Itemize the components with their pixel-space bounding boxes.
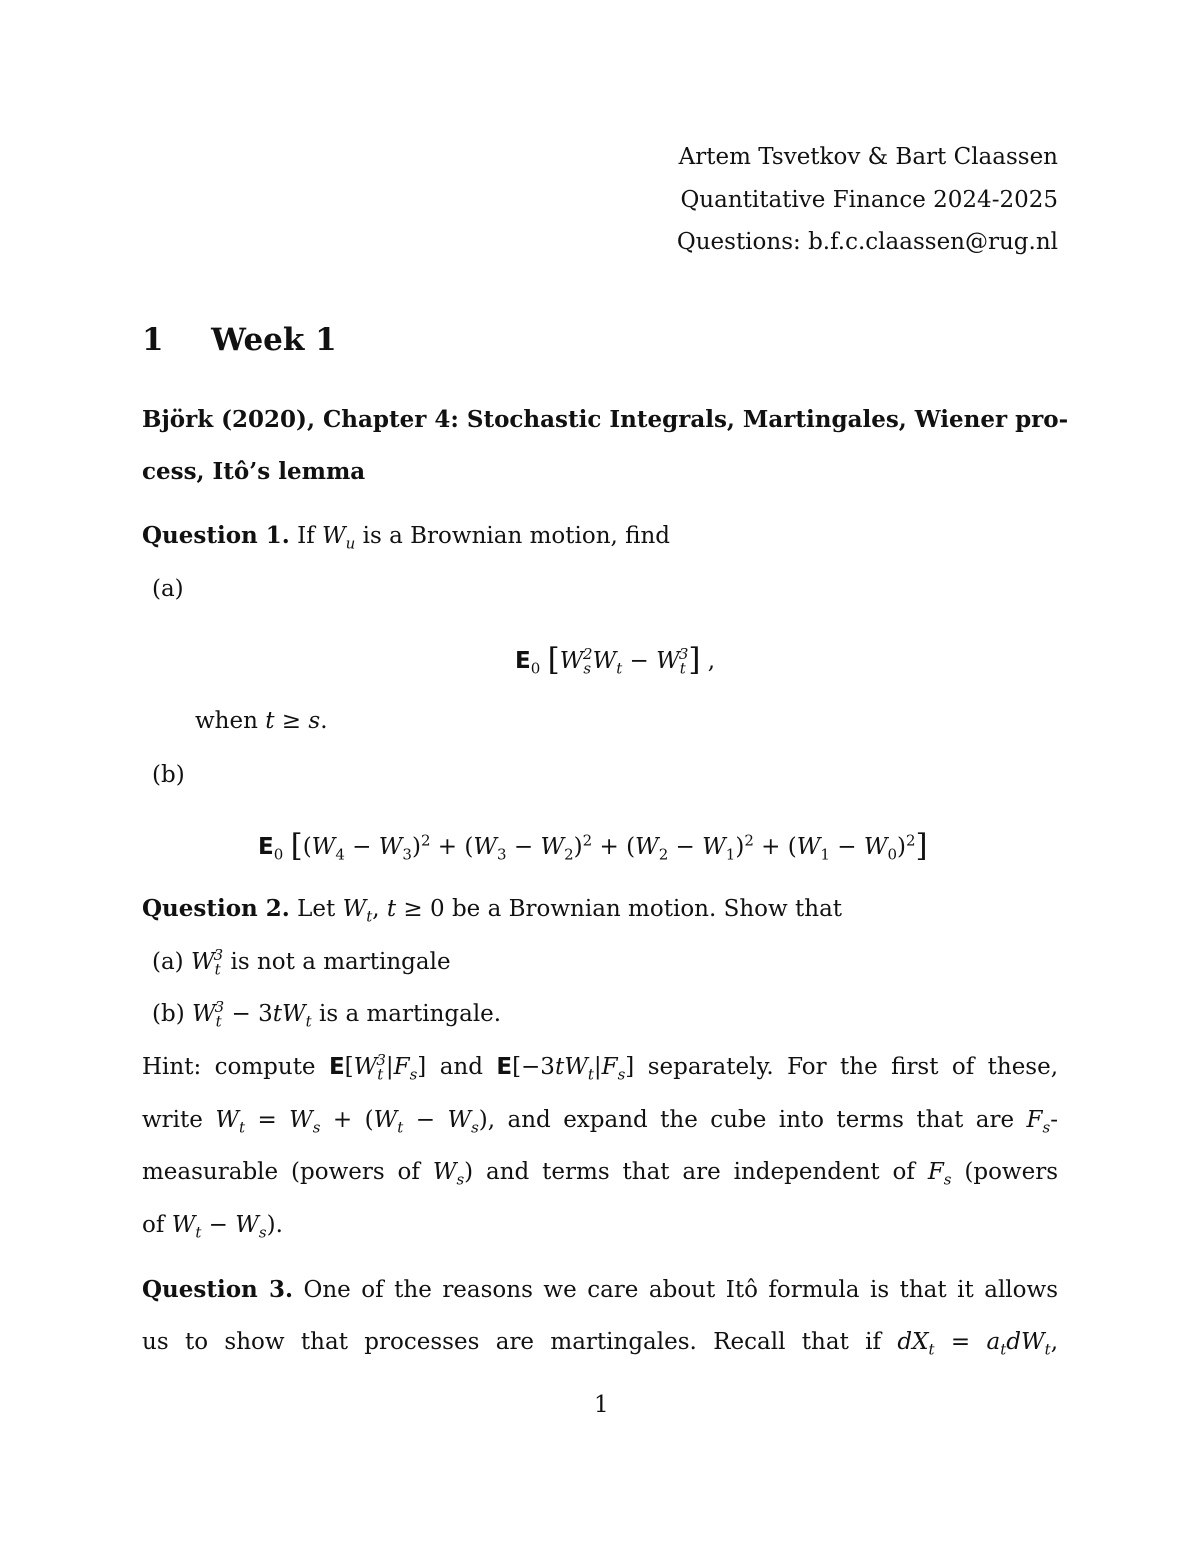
question-3-line-1 (142, 1276, 1058, 1303)
question-2-part-a: (a) $W_t^3$ is not a martingale (152, 946, 451, 979)
question-2-part-b-label: (b) (152, 1001, 185, 1027)
hint-line-2: write $W_t = W_s + (W_t - W_s)$, and expand the cube into terms that are $F_s-$ (142, 1107, 1058, 1137)
hint-line-4-post: ). (266, 1212, 283, 1238)
hint-line-4-pre: of (142, 1212, 165, 1238)
expectation-symbol: E (258, 834, 274, 860)
question-3-line-2-text: us to show that processes are martingales. Recall that if (142, 1329, 882, 1355)
question-2-part-a-label: (a) (152, 949, 184, 975)
equation-1a: $E_0$ $[W_s^2W_t - W_t^3]$ , (515, 642, 716, 678)
question-1-label: Question 1. (142, 522, 290, 549)
question-3-line-1-text: One of the reasons we care about Itô formula is that it allows (303, 1277, 1059, 1303)
hint-line-3-pre: measurable (powers of (142, 1159, 420, 1185)
hint-line-3-mid: ) and terms that are independent of (464, 1159, 915, 1185)
question-3-line-2: us to show that processes are martingales. Recall that if $dX_t = a_tdW_t$, (142, 1329, 1059, 1359)
question-1-intro (142, 522, 671, 553)
header-contact: Questions: b.f.c.claassen@rug.nl (676, 229, 1058, 255)
chapter-heading-line1: Björk (2020), Chapter 4: Stochastic Integrals, Martingales, Wiener pro- (142, 406, 1069, 433)
hint-line-1: Hint: compute $E[W_t^3|F_s]$ and $E[-3tW_t|F_s]$ separately. For the first of these, (142, 1051, 1059, 1084)
hint-line-3: measurable (powers of $W_s$) and terms that are independent of $F_s$ (powers (142, 1159, 1059, 1189)
question-2-text-pre: Let (297, 896, 336, 922)
section-title: Week 1 (211, 322, 337, 358)
math-wu: $W_u$ (322, 523, 356, 553)
question-2-text-post: be a Brownian motion. Show that (451, 896, 843, 922)
equation-1b: $E_0$ $[(W_4 - W_3)^2 + (W_3 - W_2)^2 + (W_2 - W_1)^2 + (W_1 - W_0)^2]$ (258, 828, 928, 864)
expectation-symbol: E (515, 648, 531, 674)
chapter-heading-line2: cess, Itô’s lemma (142, 458, 366, 485)
section-heading (142, 322, 337, 358)
hint-line-2-post: , and expand the cube into terms that are (487, 1107, 1015, 1133)
page-number: 1 (594, 1392, 609, 1418)
question-2-part-a-text: is not a martingale (230, 949, 451, 975)
hint-pre: Hint: compute (142, 1054, 316, 1080)
header-authors: Artem Tsvetkov & Bart Claassen (678, 144, 1058, 170)
hint-and: and (439, 1054, 483, 1080)
question-1-part-a-label: (a) (152, 576, 184, 602)
question-2-part-b: (b) $W_t^3 - 3tW_t$ is a martingale. (152, 998, 502, 1031)
question-1-text-post: is a Brownian motion, find (362, 523, 671, 549)
question-2-intro: Question 2. Let $W_t$, t ≥ 0 be a Brownian motion. Show that (142, 895, 843, 926)
question-1-condition: when t ≥ s. (195, 708, 328, 734)
hint-line-4: of $W_t - W_s$). (142, 1212, 283, 1242)
hint-line-2-pre: write (142, 1107, 203, 1133)
question-1-text-pre: If (297, 523, 315, 549)
hint-post: separately. For the first of these, (647, 1054, 1059, 1080)
header-course: Quantitative Finance 2024-2025 (680, 187, 1058, 213)
question-1-part-b-label: (b) (152, 762, 185, 788)
question-2-part-b-text: is a martingale. (318, 1001, 502, 1027)
question-2-label: Question 2. (142, 895, 290, 922)
hint-line-3-post: (powers (964, 1159, 1059, 1185)
section-number: 1 (142, 322, 164, 358)
question-1-when: when (195, 708, 258, 734)
question-3-label: Question 3. (142, 1276, 293, 1303)
